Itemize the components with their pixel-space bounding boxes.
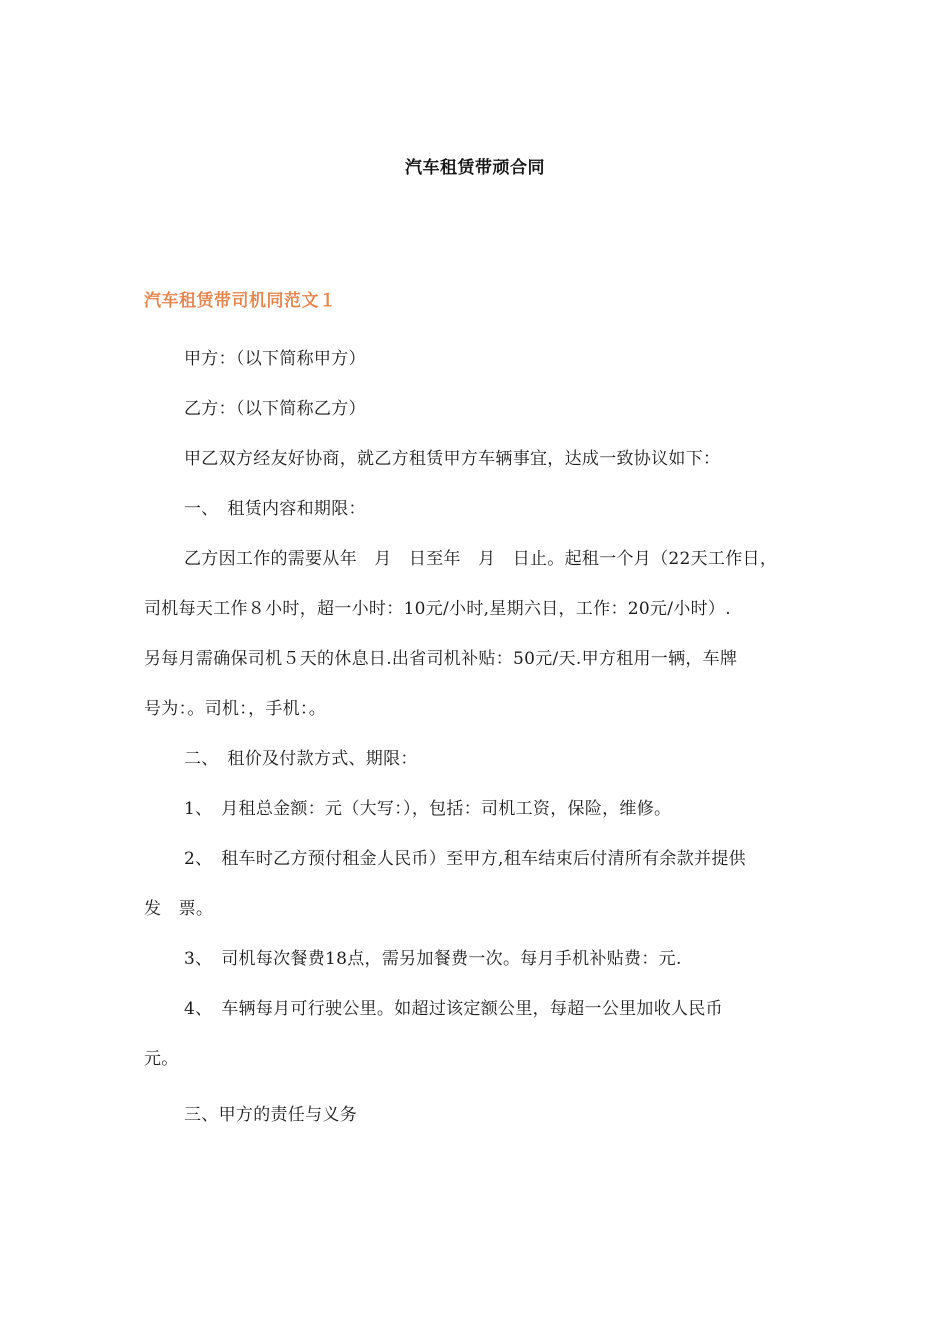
clause-item-1: 1、 月租总金额：元（大写：），包括：司机工资，保险，维修。 (184, 799, 672, 819)
document-title: 汽车租赁带顽合同 (405, 158, 545, 178)
clause-3-heading: 三、甲方的责任与义务 (184, 1105, 357, 1125)
agreement-intro: 甲乙双方经友好协商，就乙方租赁甲方车辆事宜，达成一致协议如下： (184, 449, 721, 469)
party-b-line: 乙方：（以下简称乙方） (184, 399, 366, 419)
paragraph-line: 司机每天工作８小时，超一小时：10元/小时,星期六日，工作：20元/小时）. (144, 599, 731, 619)
paragraph-line: 乙方因工作的需要从年 月 日至年 月 日止。起租一个月（22天工作日， (184, 549, 778, 569)
paragraph-line: 另每月需确保司机５天的休息日.出省司机补贴：50元/天.甲方租用一辆，车牌 (144, 649, 738, 669)
clause-1-heading: 一、 租赁内容和期限： (184, 499, 366, 519)
paragraph-line: 号为：。司机：，手机：。 (144, 699, 327, 719)
clause-item-4: 4、 车辆每月可行驶公里。如超过该定额公里，每超一公里加收人民币 (184, 999, 723, 1019)
clause-2-heading: 二、 租价及付款方式、期限： (184, 749, 418, 769)
section-heading: 汽车租赁带司机同范文１ (144, 291, 337, 311)
party-a-line: 甲方：（以下简称甲方） (184, 349, 366, 369)
paragraph-line: 发 票。 (144, 899, 214, 919)
clause-item-3: 3、 司机每次餐费18点，需另加餐费一次。每月手机补贴费：元. (184, 949, 682, 969)
clause-item-2: 2、 租车时乙方预付租金人民币）至甲方,租车结束后付清所有余款并提供 (184, 849, 746, 869)
paragraph-line: 元。 (144, 1049, 179, 1069)
